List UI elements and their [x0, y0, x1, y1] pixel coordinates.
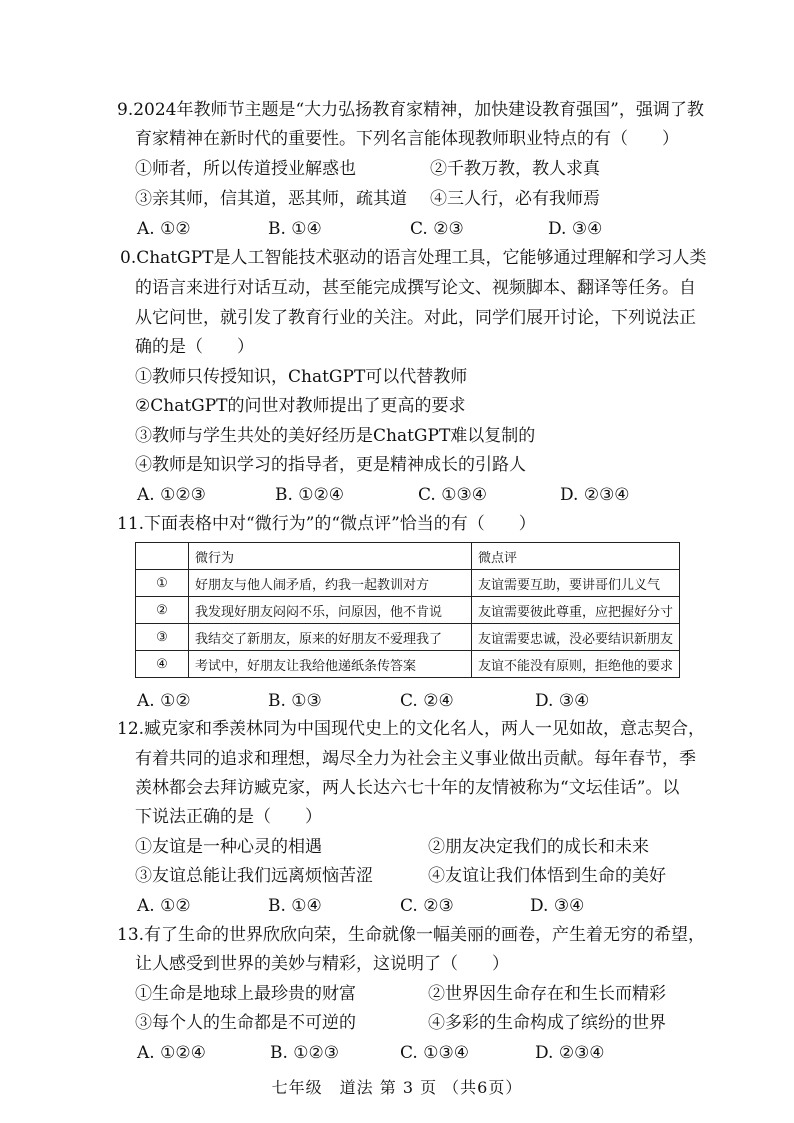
table-cell: 友谊需要彼此尊重，应把握好分寸 [471, 597, 679, 624]
table-cell: 考试中，好朋友让我给他递纸条传答案 [188, 651, 471, 678]
question-9-choice-b: B. ①④ [268, 219, 322, 239]
question-9-item: ①师者，所以传道授业解惑也 [135, 159, 356, 179]
question-13-item: ①生命是地球上最珍贵的财富 [135, 984, 356, 1004]
question-12-choice-d: D. ③④ [530, 896, 585, 916]
question-10-choice-b: B. ①②④ [275, 485, 345, 505]
question-13-choice-c: C. ①③④ [400, 1043, 469, 1063]
question-10-choice-c: C. ①③④ [418, 485, 487, 505]
question-10-item: ③教师与学生共处的美好经历是ChatGPT难以复制的 [135, 426, 536, 446]
question-11-choice-b: B. ①③ [268, 691, 322, 711]
table-cell: 好朋友与他人闹矛盾，约我一起教训对方 [188, 570, 471, 597]
table-cell: 友谊需要互助，要讲哥们儿义气 [471, 570, 679, 597]
question-12-item: ②朋友决定我们的成长和未来 [428, 837, 649, 857]
question-10-stem-line: 0.ChatGPT是人工智能技术驱动的语言处理工具，它能够通过理解和学习人类 [120, 248, 707, 268]
question-10-item: ④教师是知识学习的指导者，更是精神成长的引路人 [135, 455, 526, 475]
question-10-stem-line: 的语言来进行对话互动，甚至能完成撰写论文、视频脚本、翻译等任务。自 [135, 278, 696, 298]
table-cell: 友谊不能没有原则，拒绝他的要求 [471, 651, 679, 678]
page-footer: 七年级 道法 第 3 页 （共6页） [271, 1078, 523, 1097]
question-13-item: ③每个人的生命都是不可逆的 [135, 1013, 356, 1033]
question-11-stem-line: 11.下面表格中对“微行为”的“微点评”恰当的有（ ） [117, 514, 536, 534]
question-12-choice-c: C. ②③ [400, 896, 454, 916]
question-12-stem-line: 羡林都会去拜访臧克家，两人长达六七十年的友情被称为“文坛佳话”。以 [135, 778, 680, 798]
question-9-choice-a: A. ①② [137, 219, 191, 239]
question-9-choice-d: D. ③④ [548, 219, 603, 239]
table-cell: 友谊需要忠诚，没必要结识新朋友 [471, 624, 679, 651]
table-cell: 我结交了新朋友，原来的好朋友不爱理我了 [188, 624, 471, 651]
table-cell: ③ [136, 624, 189, 651]
question-11-choice-c: C. ②④ [400, 691, 454, 711]
question-13-choice-a: A. ①②④ [137, 1043, 206, 1063]
question-11-choice-d: D. ③④ [535, 691, 590, 711]
table-row [136, 651, 680, 678]
question-12-item: ③友谊总能让我们远离烦恼苦涩 [135, 866, 373, 886]
question-10-stem-line: 从它问世，就引发了教育行业的关注。对此，同学们展开讨论，下列说法正 [135, 308, 696, 328]
question-11-choice-a: A. ①② [137, 691, 191, 711]
question-13-item: ④多彩的生命构成了缤纷的世界 [428, 1013, 666, 1033]
question-13-choice-d: D. ②③④ [535, 1043, 605, 1063]
table-cell: ① [136, 570, 189, 597]
question-13-stem-line: 让人感受到世界的美妙与精彩，这说明了（ ） [135, 954, 509, 974]
question-10-item: ②ChatGPT的问世对教师提出了更高的要求 [135, 396, 466, 416]
table-row [136, 597, 680, 624]
table-cell: ② [136, 597, 189, 624]
table-header-cell: 微行为 [188, 543, 471, 570]
table-cell: ④ [136, 651, 189, 678]
question-12-stem-line: 下说法正确的是（ ） [135, 807, 322, 827]
question-12-stem-line: 12.臧克家和季羡林同为中国现代史上的文化名人，两人一见如故，意志契合， [117, 719, 706, 739]
question-12-item: ④友谊让我们体悟到生命的美好 [428, 866, 666, 886]
question-9-choice-c: C. ②③ [410, 219, 464, 239]
question-12-choice-b: B. ①④ [268, 896, 322, 916]
table-header-cell: 微点评 [471, 543, 679, 570]
question-9-stem-line: 9.2024年教师节主题是“大力弘扬教育家精神，加快建设教育强国”，强调了教 [117, 100, 704, 120]
question-9-item: ②千教万教，教人求真 [430, 159, 600, 179]
question-10-item: ①教师只传授知识，ChatGPT可以代替教师 [135, 367, 468, 387]
question-10-choice-d: D. ②③④ [560, 485, 630, 505]
question-13-stem-line: 13.有了生命的世界欣欣向荣，生命就像一幅美丽的画卷，产生着无穷的希望， [117, 925, 706, 945]
table-header-cell [136, 543, 189, 570]
question-10-choice-a: A. ①②③ [137, 485, 206, 505]
table-header-row [136, 543, 680, 570]
question-9-item: ③亲其师，信其道，恶其师，疏其道 [135, 189, 407, 209]
question-9-stem-line: 育家精神在新时代的重要性。下列名言能体现教师职业特点的有（ ） [135, 129, 679, 149]
question-13-item: ②世界因生命存在和生长而精彩 [428, 984, 666, 1004]
question-12-choice-a: A. ①② [137, 896, 191, 916]
question-12-stem-line: 有着共同的追求和理想，竭尽全力为社会主义事业做出贡献。每年春节，季 [135, 749, 696, 769]
question-12-item: ①友谊是一种心灵的相遇 [135, 837, 322, 857]
table-row [136, 624, 680, 651]
question-10-stem-line: 确的是（ ） [135, 337, 254, 357]
table-row [136, 570, 680, 597]
question-9-item: ④三人行，必有我师焉 [430, 189, 600, 209]
question-13-choice-b: B. ①②③ [270, 1043, 340, 1063]
table-cell: 我发现好朋友闷闷不乐，问原因，他不肯说 [188, 597, 471, 624]
behavior-comment-table [135, 542, 680, 678]
